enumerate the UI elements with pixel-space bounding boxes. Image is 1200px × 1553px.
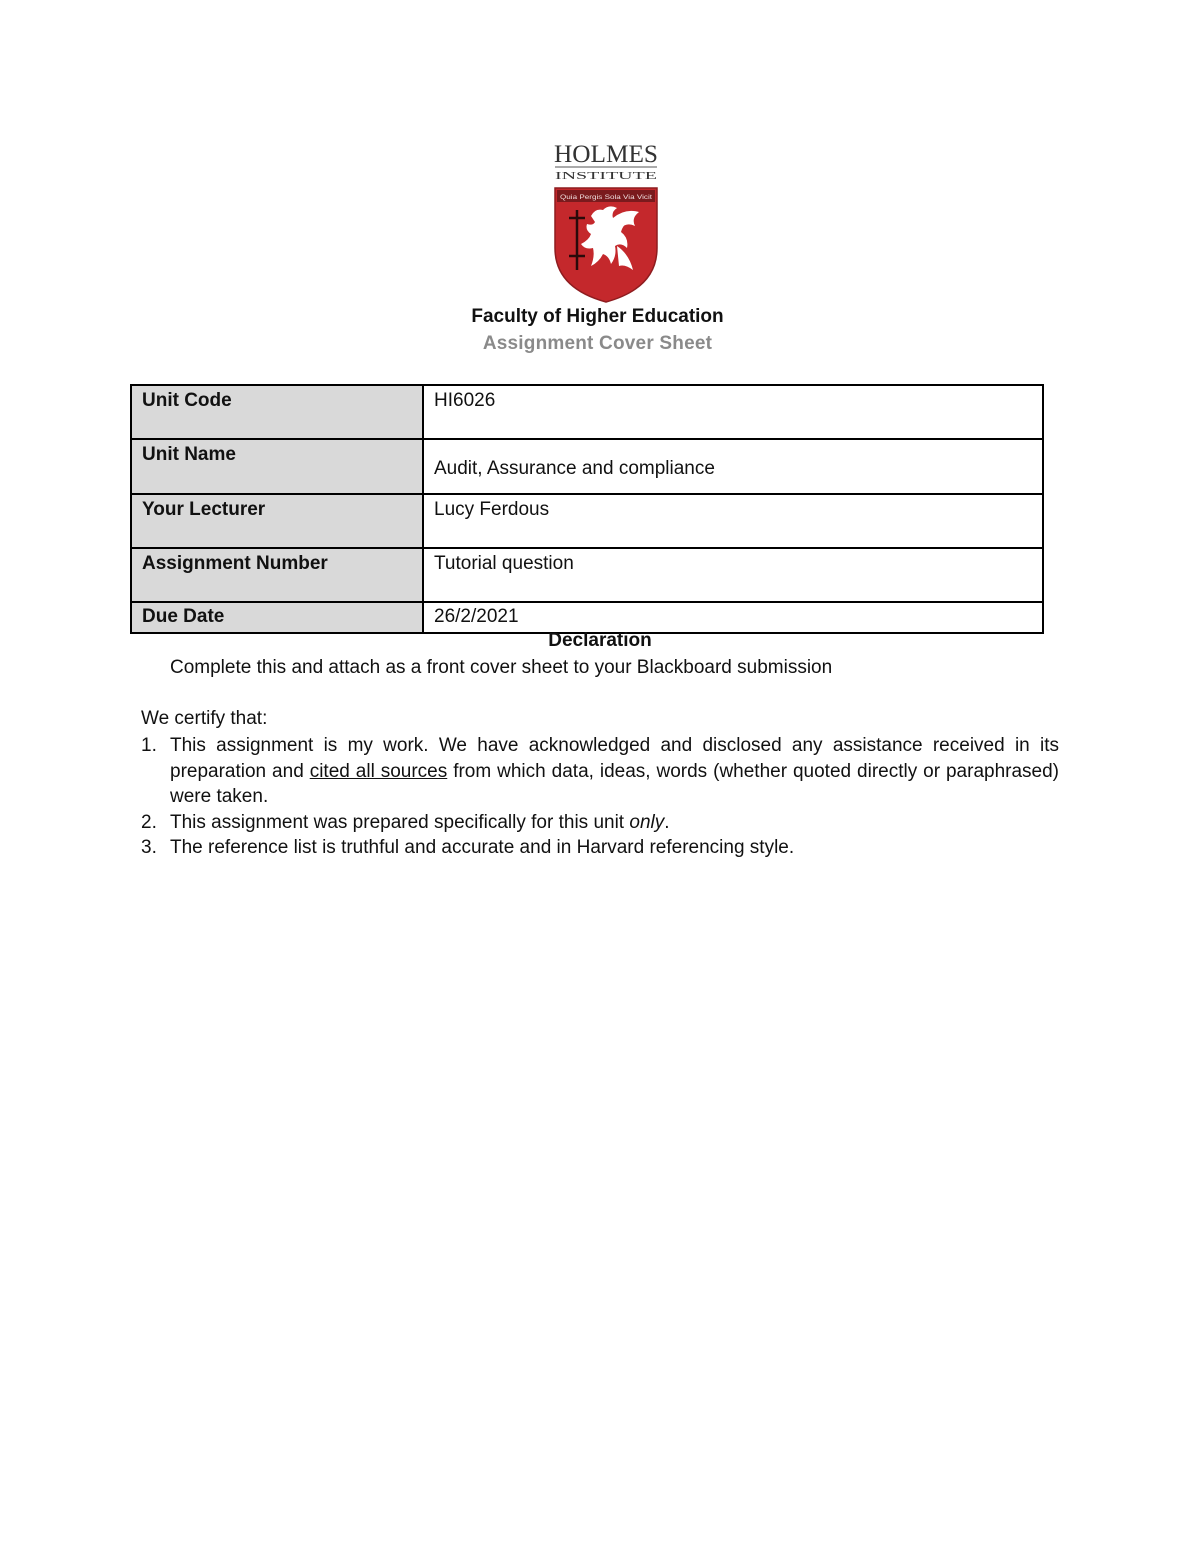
item-text: The reference list is truthful and accurate and in Harvard referencing style. — [170, 837, 795, 858]
declaration-instruction: Complete this and attach as a front cover sheet to your Blackboard submission — [170, 657, 833, 678]
list-item — [141, 810, 1059, 836]
due-date-label: Due Date — [131, 602, 423, 633]
list-item — [141, 835, 1059, 861]
unit-name-cell — [423, 439, 1043, 494]
unit-name-label: Unit Name — [131, 439, 423, 494]
table-row — [131, 439, 1043, 494]
lecturer-value: Lucy Ferdous — [423, 494, 1043, 548]
table-row — [131, 494, 1043, 548]
lecturer-label: Your Lecturer — [131, 494, 423, 548]
assignment-number-value: Tutorial question — [423, 548, 1043, 602]
unit-name-value: Audit, Assurance and compliance — [434, 458, 715, 479]
logo-subword: INSTITUTE — [555, 170, 658, 182]
table-row — [131, 385, 1043, 439]
list-number: 2. — [141, 811, 157, 833]
cited-sources-text: cited all sources — [309, 760, 448, 782]
unit-code-value: HI6026 — [423, 385, 1043, 439]
table-row — [131, 548, 1043, 602]
list-number: 1. — [141, 735, 157, 756]
item-text: This assignment is my work. We have acknowledged and disclosed any assistance received in its preparation and — [170, 735, 1059, 782]
assignment-info-table — [130, 384, 1044, 634]
logo-motto: Quia Pergis Sola Via Vicit — [560, 195, 653, 201]
list-number: 3. — [141, 837, 157, 858]
only-emphasis: only — [629, 811, 665, 833]
due-date-value: 26/2/2021 — [423, 602, 1043, 633]
unit-code-label: Unit Code — [131, 385, 423, 439]
table-row — [131, 602, 1043, 633]
faculty-title: Faculty of Higher Education — [471, 306, 724, 327]
declaration-heading: Declaration — [548, 630, 652, 651]
assignment-number-label: Assignment Number — [131, 548, 423, 602]
holmes-institute-logo — [551, 138, 661, 304]
certify-statement: We certify that: — [141, 708, 268, 729]
item-text-end: from which data, ideas, words (whether quoted directly or paraphrased) were taken. — [170, 760, 1059, 807]
list-item — [141, 733, 1059, 810]
item-text-end: . — [664, 811, 670, 833]
logo-graphic — [551, 138, 661, 304]
cover-sheet-subtitle: Assignment Cover Sheet — [482, 333, 713, 354]
logo-wordmark: HOLMES — [554, 141, 658, 168]
item-text: This assignment was prepared specifically for this unit — [170, 811, 630, 833]
declaration-list — [141, 733, 1059, 861]
